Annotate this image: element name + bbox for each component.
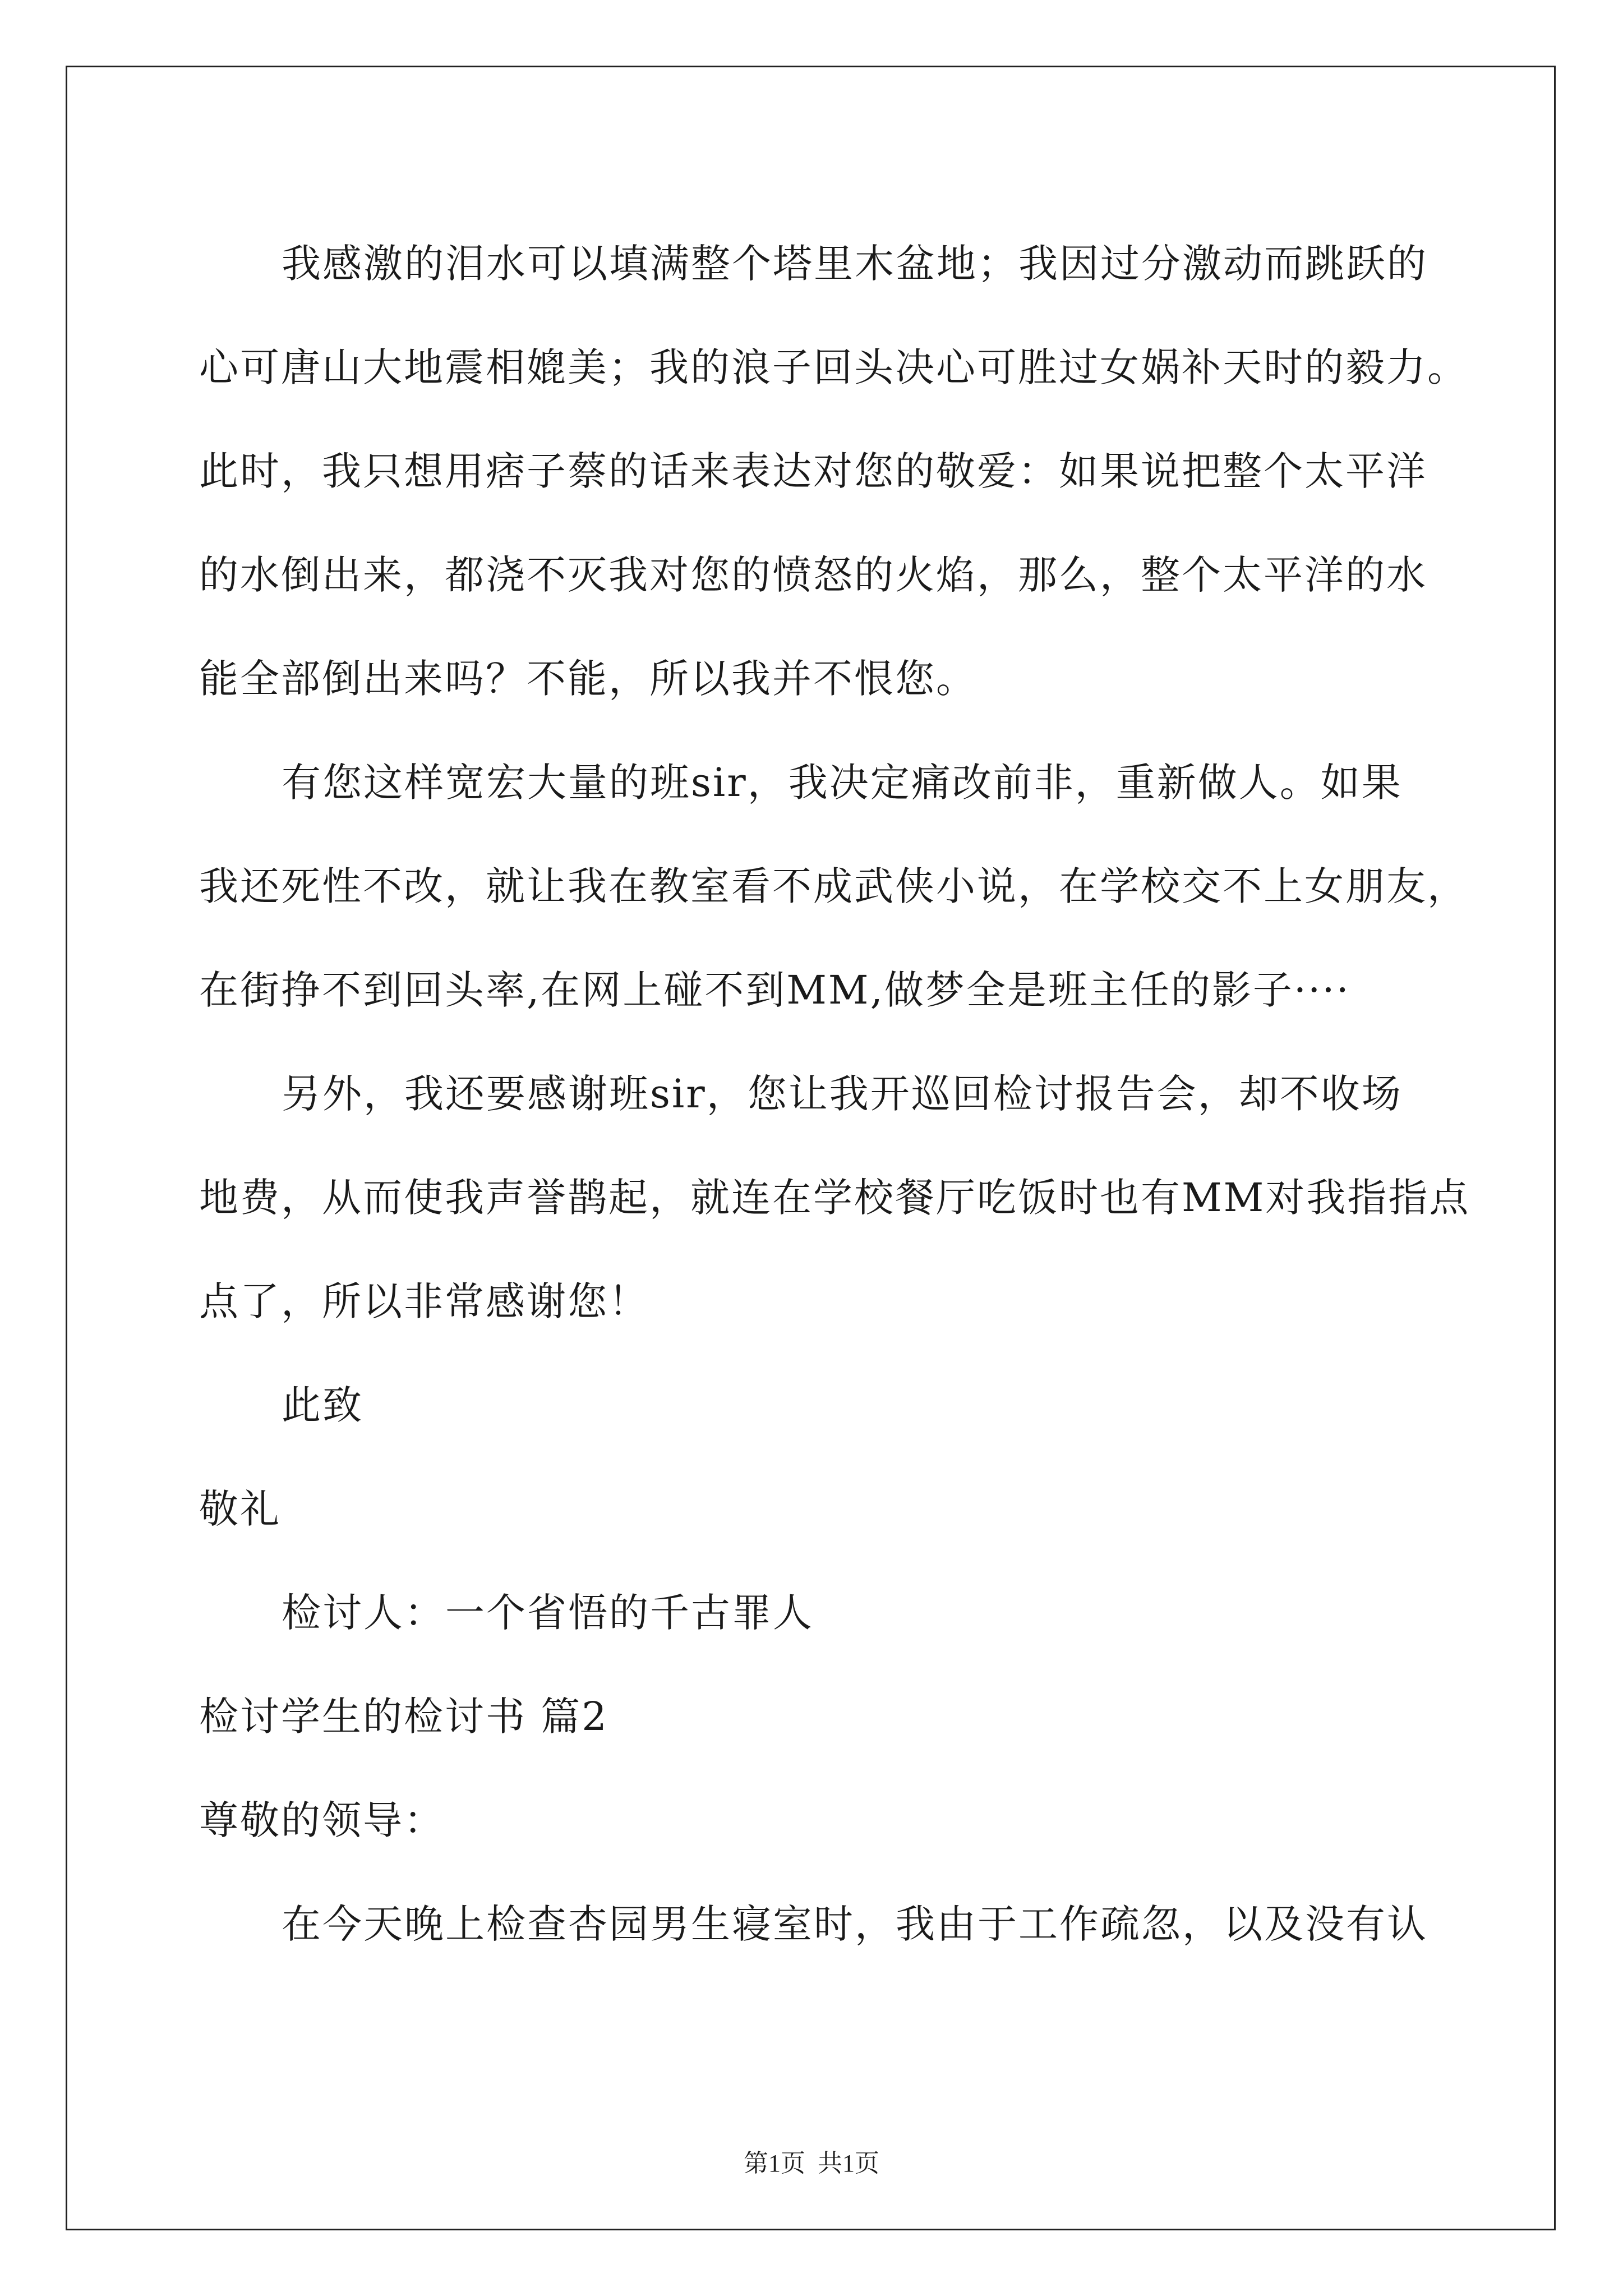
paragraph-line: 有您这样宽宏大量的班sir，我决定痛改前非，重新做人。如果 — [282, 760, 1403, 806]
paragraph-line: 此时，我只想用痞子蔡的话来表达对您的敬爱：如果说把整个太平洋 — [199, 448, 1427, 494]
paragraph-line: 点了，所以非常感谢您！ — [199, 1278, 649, 1324]
paragraph-line: 地费，从而使我声誉鹊起，就连在学校餐厅吃饭时也有MM对我指指点 — [199, 1175, 1470, 1221]
greeting-line: 尊敬的领导： — [199, 1797, 445, 1843]
paragraph-line: 我感激的泪水可以填满整个塔里木盆地；我因过分激动而跳跃的 — [282, 241, 1428, 287]
closing-salutation: 此致 — [282, 1382, 363, 1428]
section-title: 检讨学生的检讨书 篇2 — [199, 1694, 608, 1740]
paragraph-line: 心可唐山大地震相媲美；我的浪子回头决心可胜过女娲补天时的毅力。 — [199, 344, 1468, 390]
paragraph-line: 的水倒出来，都浇不灭我对您的愤怒的火焰，那么，整个太平洋的水 — [199, 552, 1427, 598]
paragraph-line: 能全部倒出来吗？不能，所以我并不恨您。 — [199, 656, 977, 702]
paragraph-line: 我还死性不改，就让我在教室看不成武侠小说，在学校交不上女朋友， — [199, 863, 1468, 909]
signature-line: 检讨人：一个省悟的千古罪人 — [282, 1590, 814, 1636]
paragraph-line: 另外，我还要感谢班sir，您让我开巡回检讨报告会，却不收场 — [282, 1071, 1403, 1117]
paragraph-line: 在街挣不到回头率,在网上碰不到MM,做梦全是班主任的影子···· — [199, 967, 1350, 1013]
closing-regards: 敬礼 — [199, 1486, 281, 1532]
page-number-footer: 第1页 共1页 — [744, 2150, 879, 2177]
paragraph-line: 在今天晚上检查杏园男生寝室时，我由于工作疏忽，以及没有认 — [282, 1901, 1428, 1947]
